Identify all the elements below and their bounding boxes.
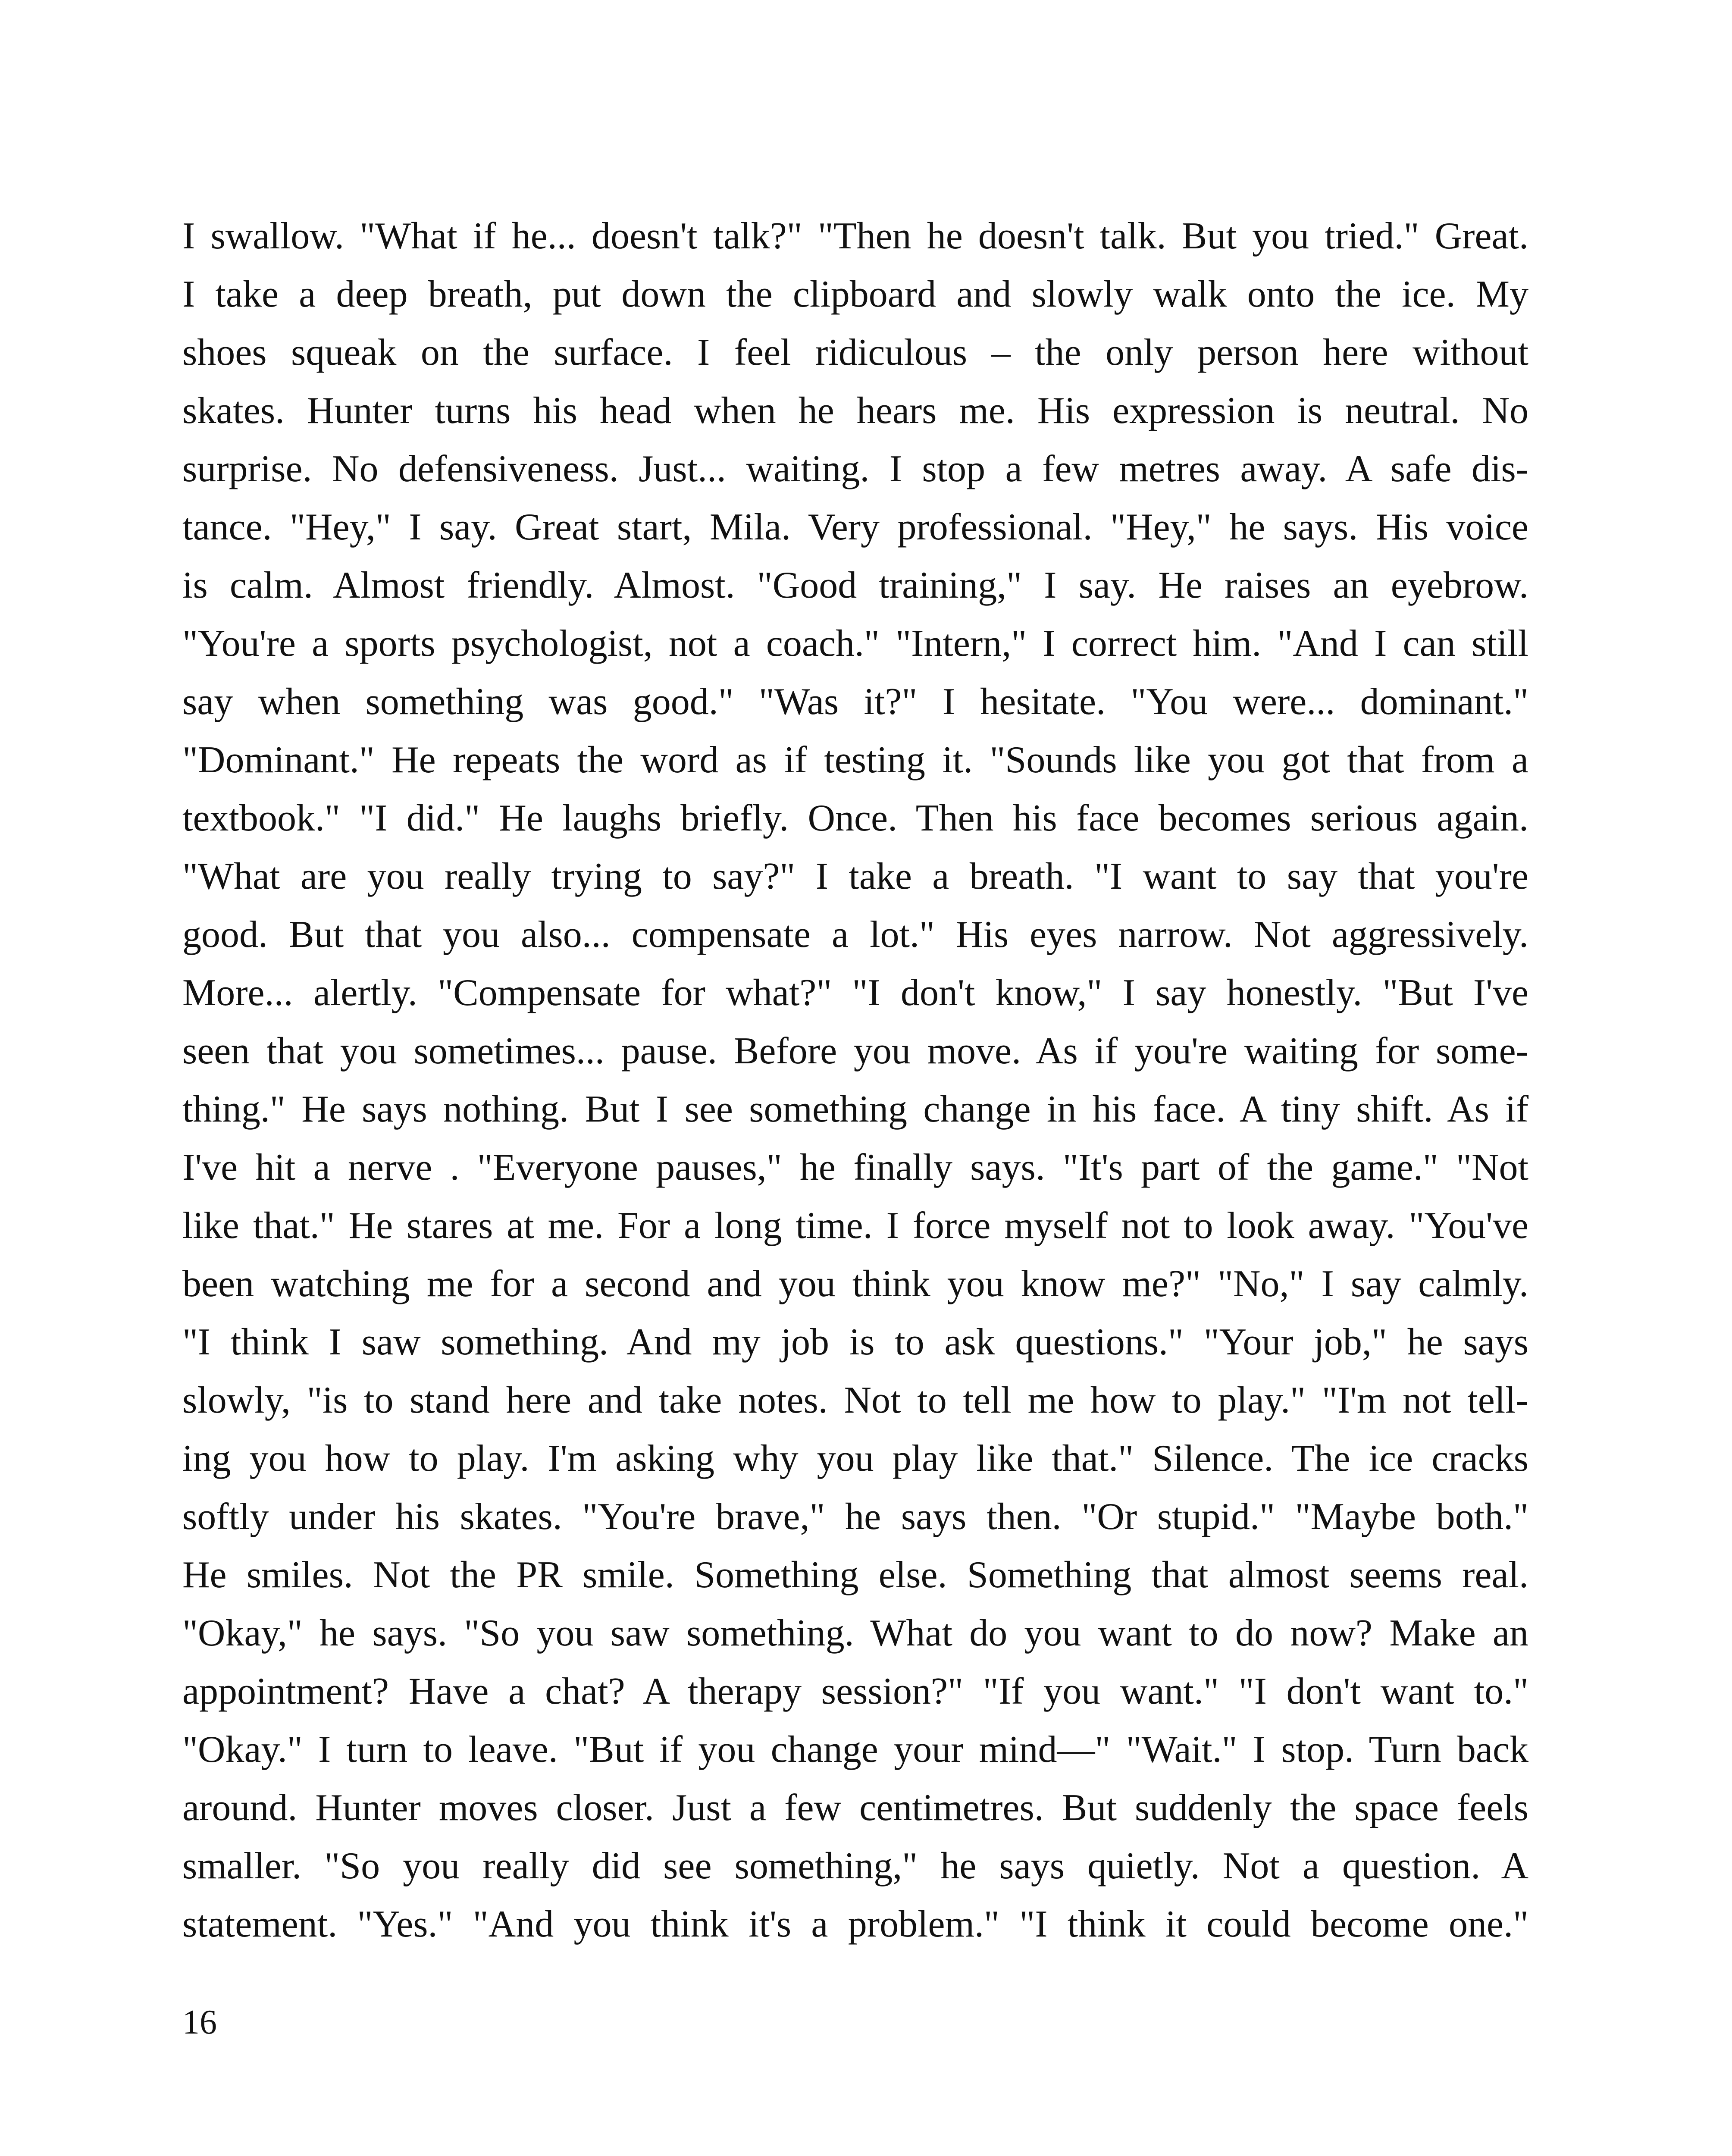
text-line: surprise. No defensiveness. Just... waiting. I stop a few metres away. A safe dis-	[182, 448, 1528, 490]
text-line: ing you how to play. I'm asking why you play like that." Silence. The ice cracks	[182, 1438, 1528, 1479]
text-line: appointment? Have a chat? A therapy session?" "If you want." "I don't want to."	[182, 1670, 1528, 1712]
text-line: "Okay." I turn to leave. "But if you change your mind—" "Wait." I stop. Turn back	[182, 1729, 1528, 1771]
text-line: More... alertly. "Compensate for what?" "I don't know," I say honestly. "But I've	[182, 972, 1528, 1014]
text-line: "You're a sports psychologist, not a coach." "Intern," I correct him. "And I can still	[182, 623, 1528, 664]
text-line: shoes squeak on the surface. I feel ridiculous – the only person here without	[182, 332, 1528, 373]
text-line: "What are you really trying to say?" I take a breath. "I want to say that you're	[182, 856, 1528, 897]
text-line: tance. "Hey," I say. Great start, Mila. Very professional. "Hey," he says. His voice	[182, 506, 1528, 548]
text-line: thing." He says nothing. But I see something change in his face. A tiny shift. As if	[182, 1088, 1528, 1130]
text-line: been watching me for a second and you think you know me?" "No," I say calmly.	[182, 1263, 1528, 1305]
text-line: like that." He stares at me. For a long time. I force myself not to look away. "You've	[182, 1205, 1528, 1247]
text-line: textbook." "I did." He laughs briefly. Once. Then his face becomes serious again.	[182, 797, 1528, 839]
page-number: 16	[182, 2003, 217, 2041]
text-line: statement. "Yes." "And you think it's a problem." "I think it could become one."	[182, 1903, 1528, 1945]
text-line: "Dominant." He repeats the word as if testing it. "Sounds like you got that from a	[182, 739, 1528, 781]
body-text	[182, 207, 1528, 1953]
text-line: I take a deep breath, put down the clipboard and slowly walk onto the ice. My	[182, 273, 1528, 315]
text-line: good. But that you also... compensate a lot." His eyes narrow. Not aggressively.	[182, 914, 1528, 956]
text-line: "Okay," he says. "So you saw something. What do you want to do now? Make an	[182, 1612, 1528, 1654]
text-line: I swallow. "What if he... doesn't talk?" "Then he doesn't talk. But you tried." Great.	[182, 215, 1528, 257]
text-line: He smiles. Not the PR smile. Something else. Something that almost seems real.	[182, 1554, 1528, 1596]
text-line: say when something was good." "Was it?" I hesitate. "You were... dominant."	[182, 681, 1528, 723]
text-line: softly under his skates. "You're brave," he says then. "Or stupid." "Maybe both."	[182, 1496, 1528, 1538]
text-line: slowly, "is to stand here and take notes. Not to tell me how to play." "I'm not tell-	[182, 1379, 1528, 1421]
text-line: around. Hunter moves closer. Just a few centimetres. But suddenly the space feels	[182, 1787, 1528, 1829]
text-line: smaller. "So you really did see something," he says quietly. Not a question. A	[182, 1845, 1528, 1887]
text-line: seen that you sometimes... pause. Before you move. As if you're waiting for some-	[182, 1030, 1528, 1072]
text-line: "I think I saw something. And my job is to ask questions." "Your job," he says	[182, 1321, 1528, 1363]
text-line: I've hit a nerve . "Everyone pauses," he finally says. "It's part of the game." "Not	[182, 1147, 1528, 1188]
text-line: skates. Hunter turns his head when he hears me. His expression is neutral. No	[182, 390, 1528, 432]
text-line: is calm. Almost friendly. Almost. "Good training," I say. He raises an eyebrow.	[182, 564, 1528, 606]
